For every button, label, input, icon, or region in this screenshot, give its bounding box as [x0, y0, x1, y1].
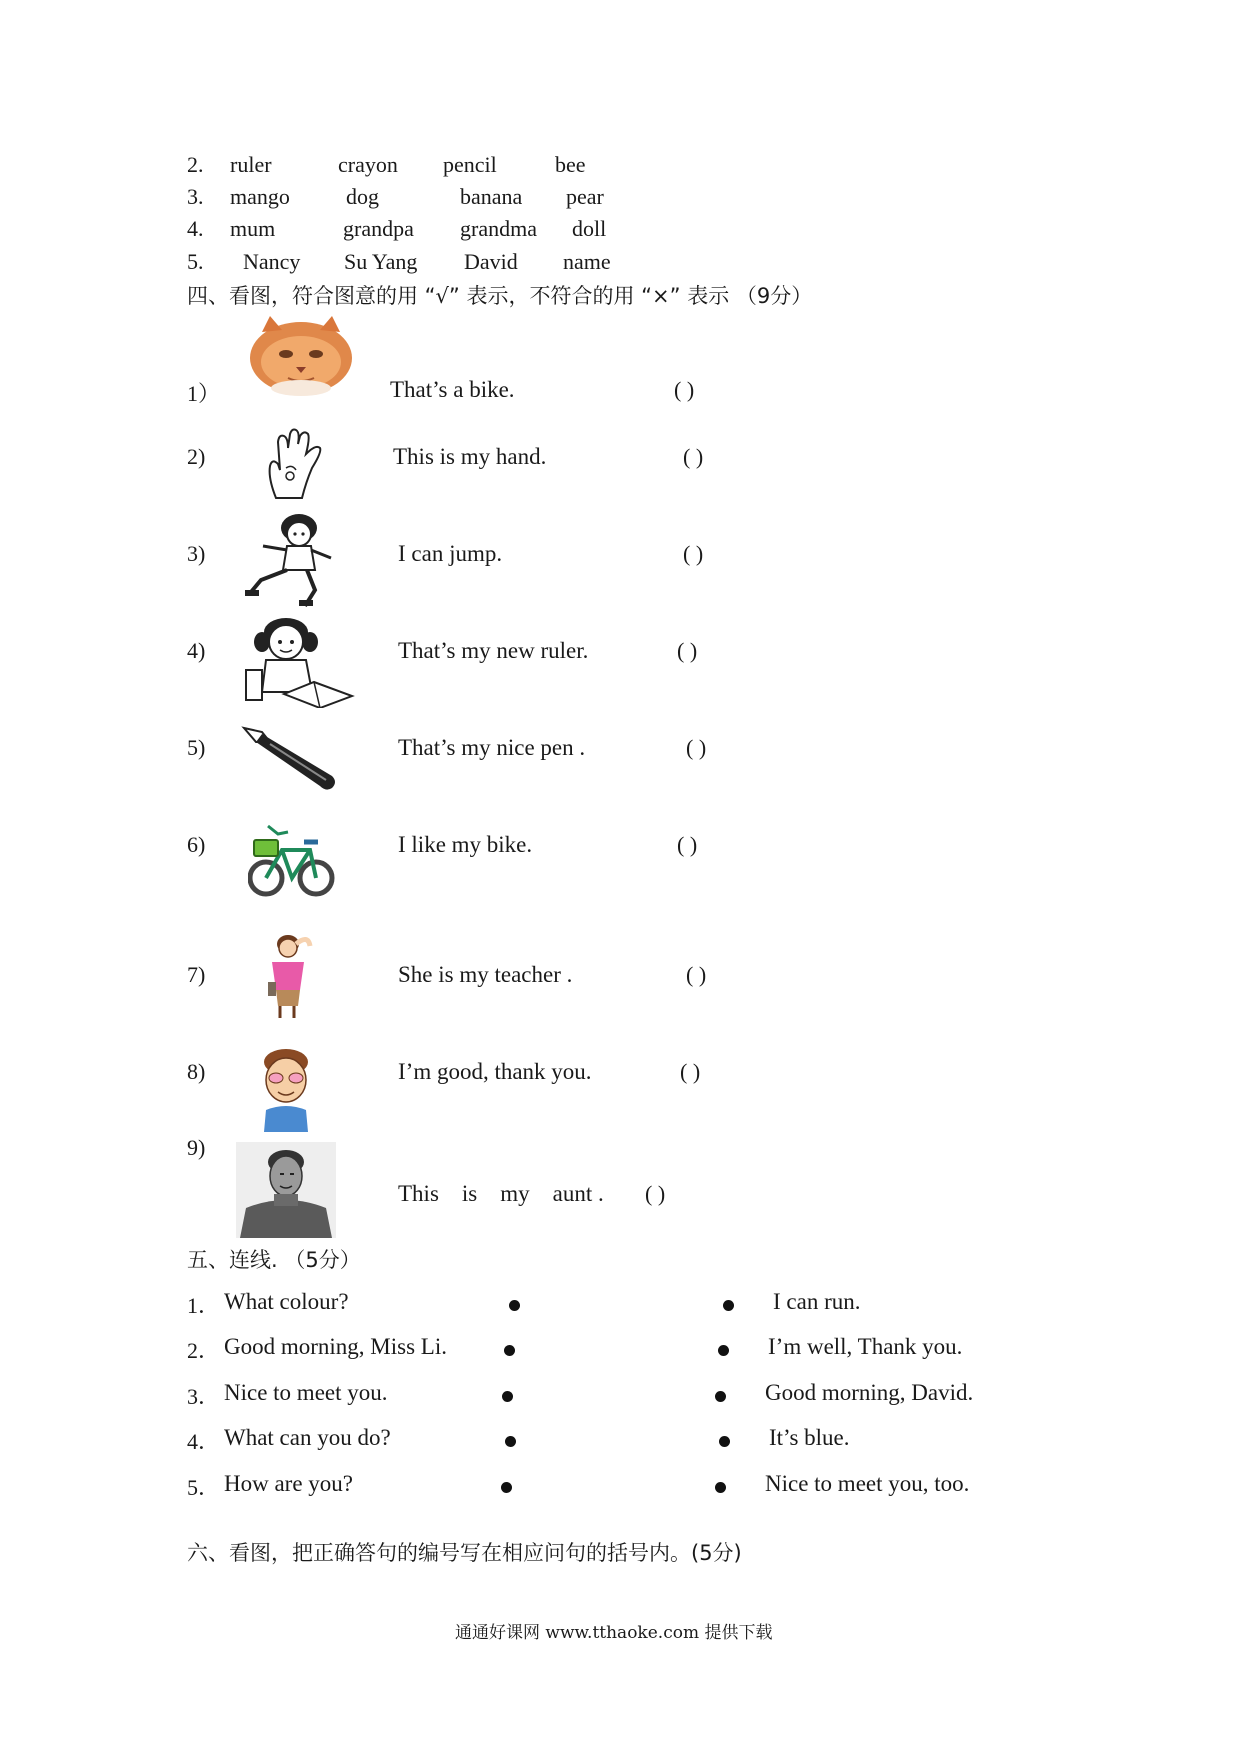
jumping-girl-picture [243, 510, 343, 610]
section6-heading: 六、看图，把正确答句的编号写在相应问句的括号内。(5分) [187, 1541, 742, 1565]
boy-picture [256, 1048, 316, 1132]
match-right-dot[interactable] [715, 1391, 726, 1402]
item-number: 2) [187, 444, 206, 469]
answer-parentheses[interactable]: ( ) [677, 638, 698, 663]
word-group-num: 2. [187, 152, 204, 177]
item-number: 1） [187, 381, 221, 406]
item-number: 7) [187, 962, 206, 987]
word: banana [460, 184, 523, 209]
item-sentence: That’s my new ruler. [398, 638, 589, 663]
word: pear [566, 184, 604, 209]
reading-girl-picture [244, 612, 356, 708]
item-sentence: This is my aunt . [398, 1181, 604, 1206]
answer-parentheses[interactable]: ( ) [686, 962, 707, 987]
match-right-dot[interactable] [719, 1436, 730, 1447]
match-right-answer: Nice to meet you, too. [765, 1471, 970, 1496]
cat-picture [248, 312, 354, 396]
word-group-num: 4. [187, 216, 204, 241]
answer-parentheses[interactable]: ( ) [674, 377, 695, 402]
match-left-num: 2． [187, 1338, 221, 1363]
word: crayon [338, 152, 398, 177]
section5-heading: 五、连线. （5分） [187, 1248, 361, 1272]
word: mango [230, 184, 290, 209]
word: Nancy [243, 249, 301, 274]
match-right-dot[interactable] [718, 1345, 729, 1356]
bike-picture [248, 820, 336, 900]
word: pencil [443, 152, 497, 177]
match-right-answer: Good morning, David. [765, 1380, 974, 1405]
item-sentence: That’s a bike. [390, 377, 515, 402]
word: David [464, 249, 518, 274]
item-number: 4) [187, 638, 206, 663]
answer-parentheses[interactable]: ( ) [683, 444, 704, 469]
match-left-dot[interactable] [509, 1300, 520, 1311]
match-left-dot[interactable] [501, 1482, 512, 1493]
match-right-answer: It’s blue. [769, 1425, 850, 1450]
word: grandpa [343, 216, 414, 241]
match-left-dot[interactable] [505, 1436, 516, 1447]
word: doll [572, 216, 607, 241]
word-group-num: 5. [187, 249, 204, 274]
match-right-dot[interactable] [723, 1300, 734, 1311]
teacher-picture [260, 934, 320, 1018]
item-sentence: This is my hand. [393, 444, 547, 469]
match-left-dot[interactable] [504, 1345, 515, 1356]
match-left-num: 1． [187, 1293, 221, 1318]
match-left-dot[interactable] [502, 1391, 513, 1402]
item-number: 5) [187, 735, 206, 760]
answer-parentheses[interactable]: ( ) [645, 1181, 666, 1206]
word: grandma [460, 216, 537, 241]
match-right-answer: I’m well, Thank you. [768, 1334, 963, 1359]
pen-picture [240, 724, 340, 794]
match-left-num: 3． [187, 1384, 221, 1409]
match-left-question: Good morning, Miss Li. [224, 1334, 447, 1359]
match-left-question: How are you? [224, 1471, 354, 1496]
match-left-question: What colour? [224, 1289, 349, 1314]
answer-parentheses[interactable]: ( ) [686, 735, 707, 760]
word: bee [555, 152, 586, 177]
answer-parentheses[interactable]: ( ) [677, 832, 698, 857]
item-number: 8) [187, 1059, 206, 1084]
item-sentence: I’m good, thank you. [398, 1059, 592, 1084]
match-left-num: 4． [187, 1429, 221, 1454]
item-number: 9) [187, 1135, 206, 1160]
word: name [563, 249, 611, 274]
hand-picture [262, 428, 324, 502]
page-footer: 通通好课网 www.tthaoke.com 提供下载 [455, 1623, 773, 1643]
match-right-dot[interactable] [715, 1482, 726, 1493]
word: Su Yang [344, 249, 418, 274]
word: ruler [230, 152, 272, 177]
answer-parentheses[interactable]: ( ) [680, 1059, 701, 1084]
item-number: 6) [187, 832, 206, 857]
word-group-num: 3. [187, 184, 204, 209]
match-left-question: What can you do? [224, 1425, 391, 1450]
item-sentence: She is my teacher . [398, 962, 573, 987]
answer-parentheses[interactable]: ( ) [683, 541, 704, 566]
item-sentence: That’s my nice pen . [398, 735, 586, 760]
item-sentence: I can jump. [398, 541, 503, 566]
match-left-question: Nice to meet you. [224, 1380, 388, 1405]
item-number: 3) [187, 541, 206, 566]
item-sentence: I like my bike. [398, 832, 533, 857]
section4-heading: 四、看图，符合图意的用 “√” 表示，不符合的用 “×” 表示 （9分） [187, 284, 813, 308]
match-left-num: 5． [187, 1475, 221, 1500]
man-picture [236, 1142, 336, 1238]
word: dog [346, 184, 379, 209]
match-right-answer: I can run. [773, 1289, 861, 1314]
word: mum [230, 216, 276, 241]
